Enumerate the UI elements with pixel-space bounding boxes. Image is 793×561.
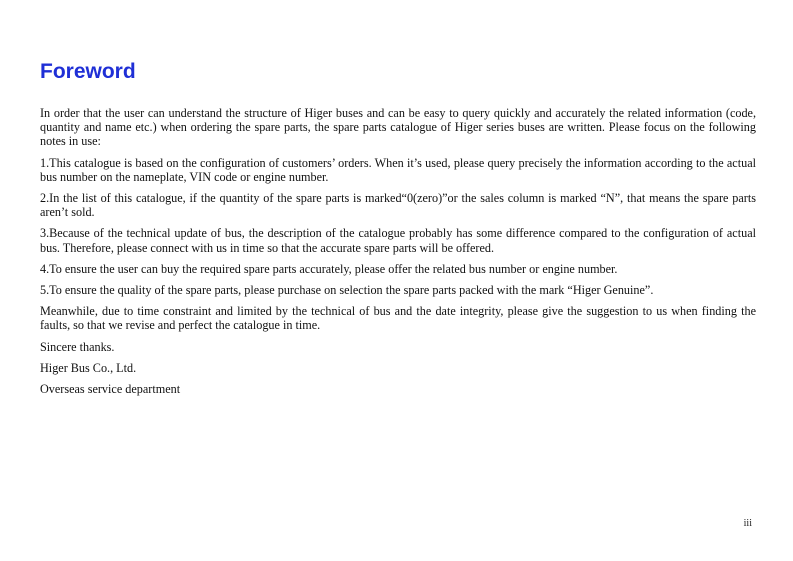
note-2-paragraph: 2.In the list of this catalogue, if the quantity of the spare parts is marked“0(zero)”or the sales column is marked “N”, that means the spare parts aren’t sold. <box>40 191 756 220</box>
department-name: Overseas service department <box>40 382 181 397</box>
note-4-paragraph: 4.To ensure the user can buy the required spare parts accurately, please offer the related bus number or engine number. <box>40 261 618 276</box>
feedback-paragraph: Meanwhile, due to time constraint and limited by the technical of bus and the date integrity, please give the suggestion to us when finding the faults, so that we revise and perfect the catalogue in time. <box>40 304 756 333</box>
company-name: Higer Bus Co., Ltd. <box>40 360 137 375</box>
page-number: iii <box>743 518 752 529</box>
intro-paragraph: In order that the user can understand the structure of Higer buses and can be easy to query quickly and accurately the related information (code, quantity and name etc.) when ordering the spare parts, the spare parts catalogue of Higer series buses are written. Please focus on the following notes in use: <box>40 106 756 149</box>
closing-line: Sincere thanks. <box>40 339 115 354</box>
note-1-paragraph: 1.This catalogue is based on the configuration of customers’ orders. When it’s used, please query precisely the information according to the actual bus number on the nameplate, VIN code or engine number. <box>40 155 756 184</box>
signature-block <box>40 340 756 397</box>
note-5-paragraph: 5.To ensure the quality of the spare parts, please purchase on selection the spare parts packed with the mark “Higer Genuine”. <box>40 283 654 298</box>
page-title: Foreword <box>40 60 136 83</box>
note-3-paragraph: 3.Because of the technical update of bus, the description of the catalogue probably has some difference compared to the configuration of actual bus. Therefore, please connect with us in time so that the accurate spare parts will be offered. <box>40 226 756 255</box>
foreword-body <box>40 106 756 403</box>
